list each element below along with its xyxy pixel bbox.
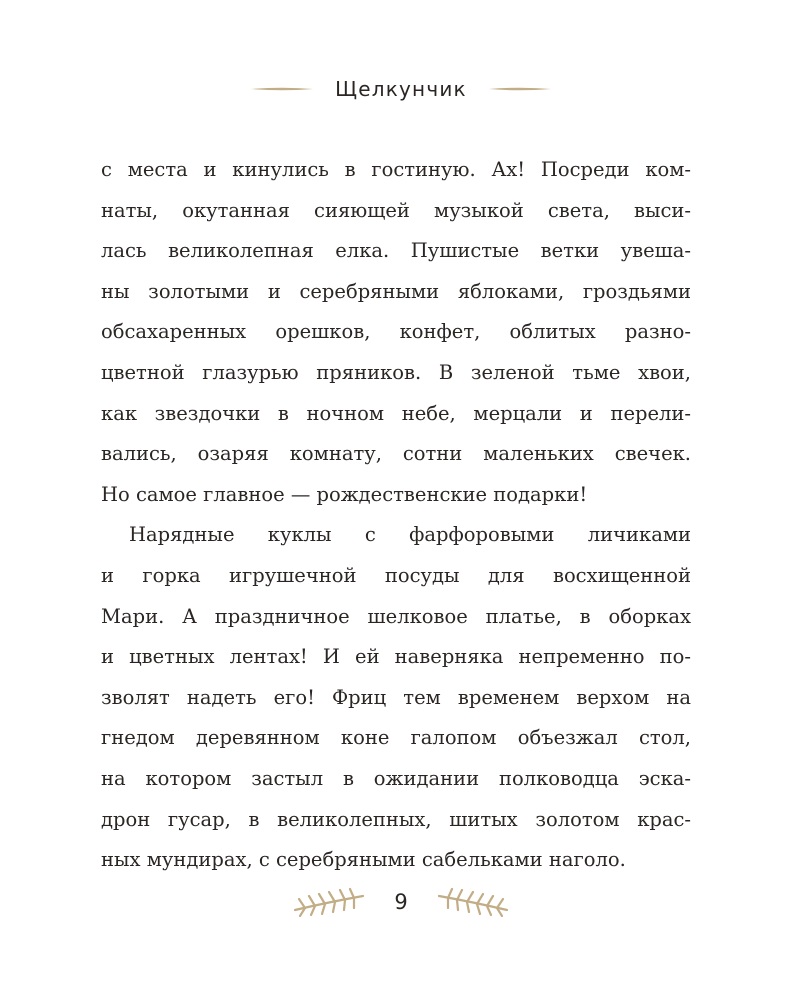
running-header-title: Щелкунчик [335,77,467,101]
text-line: лась великолепная елка. Пушистые ветки увеша- [101,239,691,263]
text-line: как звездочки в ночном небе, мерцали и перели- [101,401,691,425]
text-line: зволят надеть его! Фриц тем временем верхом на [101,685,691,709]
page-footer [0,880,802,924]
paragraph-2 [101,515,691,880]
text-line: ных мундирах, с серебряными сабельками наголо. [101,848,626,872]
text-line: Мари. А праздничное шелковое платье, в оборках [101,604,691,628]
text-line: ны золотыми и серебряными яблоками, гроздьями [101,279,691,303]
text-line: и цветных лентах! И ей наверняка непременно по- [101,645,691,669]
text-line: гнедом деревянном коне галопом объезжал стол, [101,726,691,750]
page-number: 9 [394,890,408,914]
text-line: и горка игрушечной посуды для восхищенной [101,563,691,587]
header-rule-left-icon [251,87,313,91]
paragraph-1 [101,150,691,515]
header-rule-right-icon [489,87,551,91]
text-line: обсахаренных орешков, конфет, облитых разно- [101,320,691,344]
text-line: наты, окутанная сияющей музыкой света, выси- [101,198,691,222]
fir-sprig-icon [291,886,367,918]
body-text [101,150,691,881]
text-line: на котором застыл в ожидании полководца эска- [101,766,691,790]
fir-sprig-icon [435,886,511,918]
running-header [0,74,802,104]
text-line: Но самое главное — рождественские подарки! [101,482,588,506]
text-line: вались, озаряя комнату, сотни маленьких свечек. [101,442,691,466]
text-line: Нарядные куклы с фарфоровыми личиками [129,523,691,547]
text-line: цветной глазурью пряников. В зеленой тьме хвои, [101,360,691,384]
text-line: дрон гусар, в великолепных, шитых золотом крас- [101,807,691,831]
text-line: с места и кинулись в гостиную. Ах! Посреди ком- [101,158,691,181]
